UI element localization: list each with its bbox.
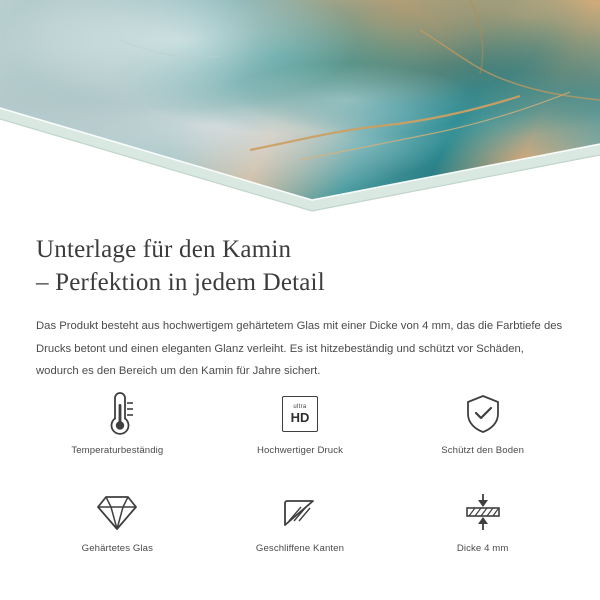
body-paragraph: Das Produkt besteht aus hochwertigem gehärtetem Glas mit einer Dicke von 4 mm, das die Farbtiefe des Drucks betont und einen eleganten Glanz verleiht. Es ist hitzebeständig und schützt vor Schäden, wodurch es den Bereich um den Kamin für Jahre sichert. (36, 320, 563, 378)
ultra-text: ultra (293, 404, 307, 410)
headline-line-2: – Perfektion in jedem Detail (36, 269, 325, 296)
feature-temperature-resistant (26, 392, 209, 456)
feature-high-quality-print (209, 392, 392, 456)
feature-label: Hochwertiger Druck (256, 445, 344, 456)
feature-polished-edges (209, 490, 392, 554)
polished-edges-icon (279, 490, 321, 534)
hd-text: HD (290, 410, 310, 425)
feature-label: Geschliffene Kanten (255, 543, 345, 554)
thermometer-icon (97, 392, 137, 436)
diamond-icon (95, 490, 139, 534)
text-content (0, 215, 600, 383)
glass-bevel-edge (0, 0, 600, 215)
thickness-arrows-icon (462, 490, 504, 534)
page-title (36, 233, 456, 299)
ultra-hd-icon (282, 392, 318, 436)
feature-label: Gehärtetes Glas (81, 543, 153, 554)
feature-label: Dicke 4 mm (456, 543, 509, 554)
shield-check-icon (463, 392, 503, 436)
headline-line-1: Unterlage für den Kamin (36, 236, 292, 263)
feature-tempered-glass (26, 490, 209, 554)
feature-thickness (391, 490, 574, 554)
feature-grid (26, 392, 574, 554)
hero-image (0, 0, 600, 215)
feature-label: Temperaturbeständig (71, 445, 164, 456)
feature-floor-protection (391, 392, 574, 456)
feature-label: Schützt den Boden (441, 445, 525, 456)
